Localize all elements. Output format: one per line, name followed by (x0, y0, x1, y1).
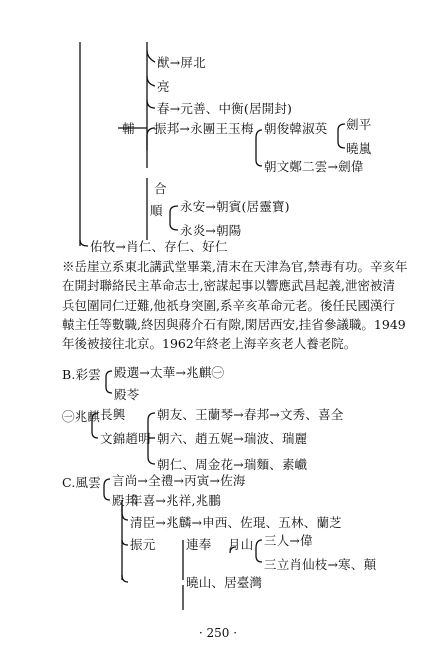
tree-node-qingchen: 清臣→兆麟→申西、佐琨、五林、蘭芝 (130, 515, 342, 530)
tree-node-xiaoshan: 曉山、居臺灣 (186, 575, 263, 590)
tree-node-fu: 輔 (122, 121, 135, 136)
tree-node-wenjin: 文錦趙明 (100, 431, 151, 446)
section-c-label: C.風雲 (62, 475, 101, 490)
tree-node-chun: 春→元善、中衡(居開封) (157, 101, 293, 116)
note-line: ※岳崖立系東北講武堂畢業,清末在天津為官,禁毒有功。辛亥年 (62, 259, 408, 274)
page-number: · 250 · (198, 626, 238, 640)
tree-node-row2: 朝六、趙五娓→瑞波、瑞麗 (157, 431, 308, 446)
tree-node-nianxi: 年喜→兆祥,兆鵬 (130, 493, 222, 508)
tree-node-changxing: 長興 (100, 407, 126, 422)
tree-node-sanli: 三立肖仙枝→寒、顛 (264, 557, 377, 572)
tree-node-row3: 朝仁、周金花→瑞麵、素巇 (157, 457, 308, 472)
tree-node-zhenbang: 振邦→永團王玉梅 (154, 121, 254, 136)
tree-node-sanren: 三人→偉 (264, 533, 313, 548)
zhaoqi-label: ㊀兆麒 (62, 409, 101, 424)
tree-node-he: 合 (154, 181, 167, 196)
note-line: 在開封聯絡民主革命志士,密謀起事以響應武昌起義,泄密被清 (62, 278, 395, 294)
tree-node-dianxuan: 殿選→太華→兆麒㊀ (114, 365, 225, 380)
tree-node-zhenyuan: 振元 (130, 537, 156, 552)
tree-node-youmu: 佑牧→肖仁、存仁、好仁 (90, 239, 228, 254)
note-line: 轅主任等數職,終因與蔣介石有隙,閑居西安,挂省參議職。1949 (62, 316, 406, 332)
tree-node-yongan: 永安→朝賓(居靈寶) (180, 199, 290, 214)
biography-note (62, 257, 408, 353)
tree-node-chaowen: 朝文鄭二雲→劍偉 (264, 159, 364, 174)
tree-node-yongyan: 永炎→朝陽 (180, 223, 242, 238)
tree-node-xian: 猷→屏北 (157, 55, 206, 70)
tree-node-yanshang: 言尚→全禮→丙寅→佐海 (112, 473, 246, 488)
tree-node-yueshan: 月山 (228, 537, 254, 552)
tree-node-jianping: 劍平 (346, 117, 372, 132)
tree-node-row1: 朝友、王蘭琴→春邦→文秀、喜全 (157, 407, 344, 422)
tree-node-shun: 順 (150, 203, 163, 218)
tree-node-lianfeng: 連奉 (186, 537, 212, 552)
section-b-label: B.彩雲 (62, 367, 101, 382)
tree-node-xiaolan: 曉嵐 (346, 141, 372, 156)
tree-node-dianbang: 殿邦 (112, 493, 138, 508)
tree-node-chaojun: 朝俊韓淑英 (264, 121, 328, 136)
tree-node-liang: 亮 (157, 79, 170, 94)
note-line: 年後被接往北京。1962年終老上海辛亥老人養老院。 (62, 336, 357, 352)
tree-node-dianling: 殿苓 (114, 387, 140, 402)
note-line: 兵包圍同仁迂難,他祇身突圍,系辛亥革命元老。後任民國漢行 (62, 297, 395, 313)
